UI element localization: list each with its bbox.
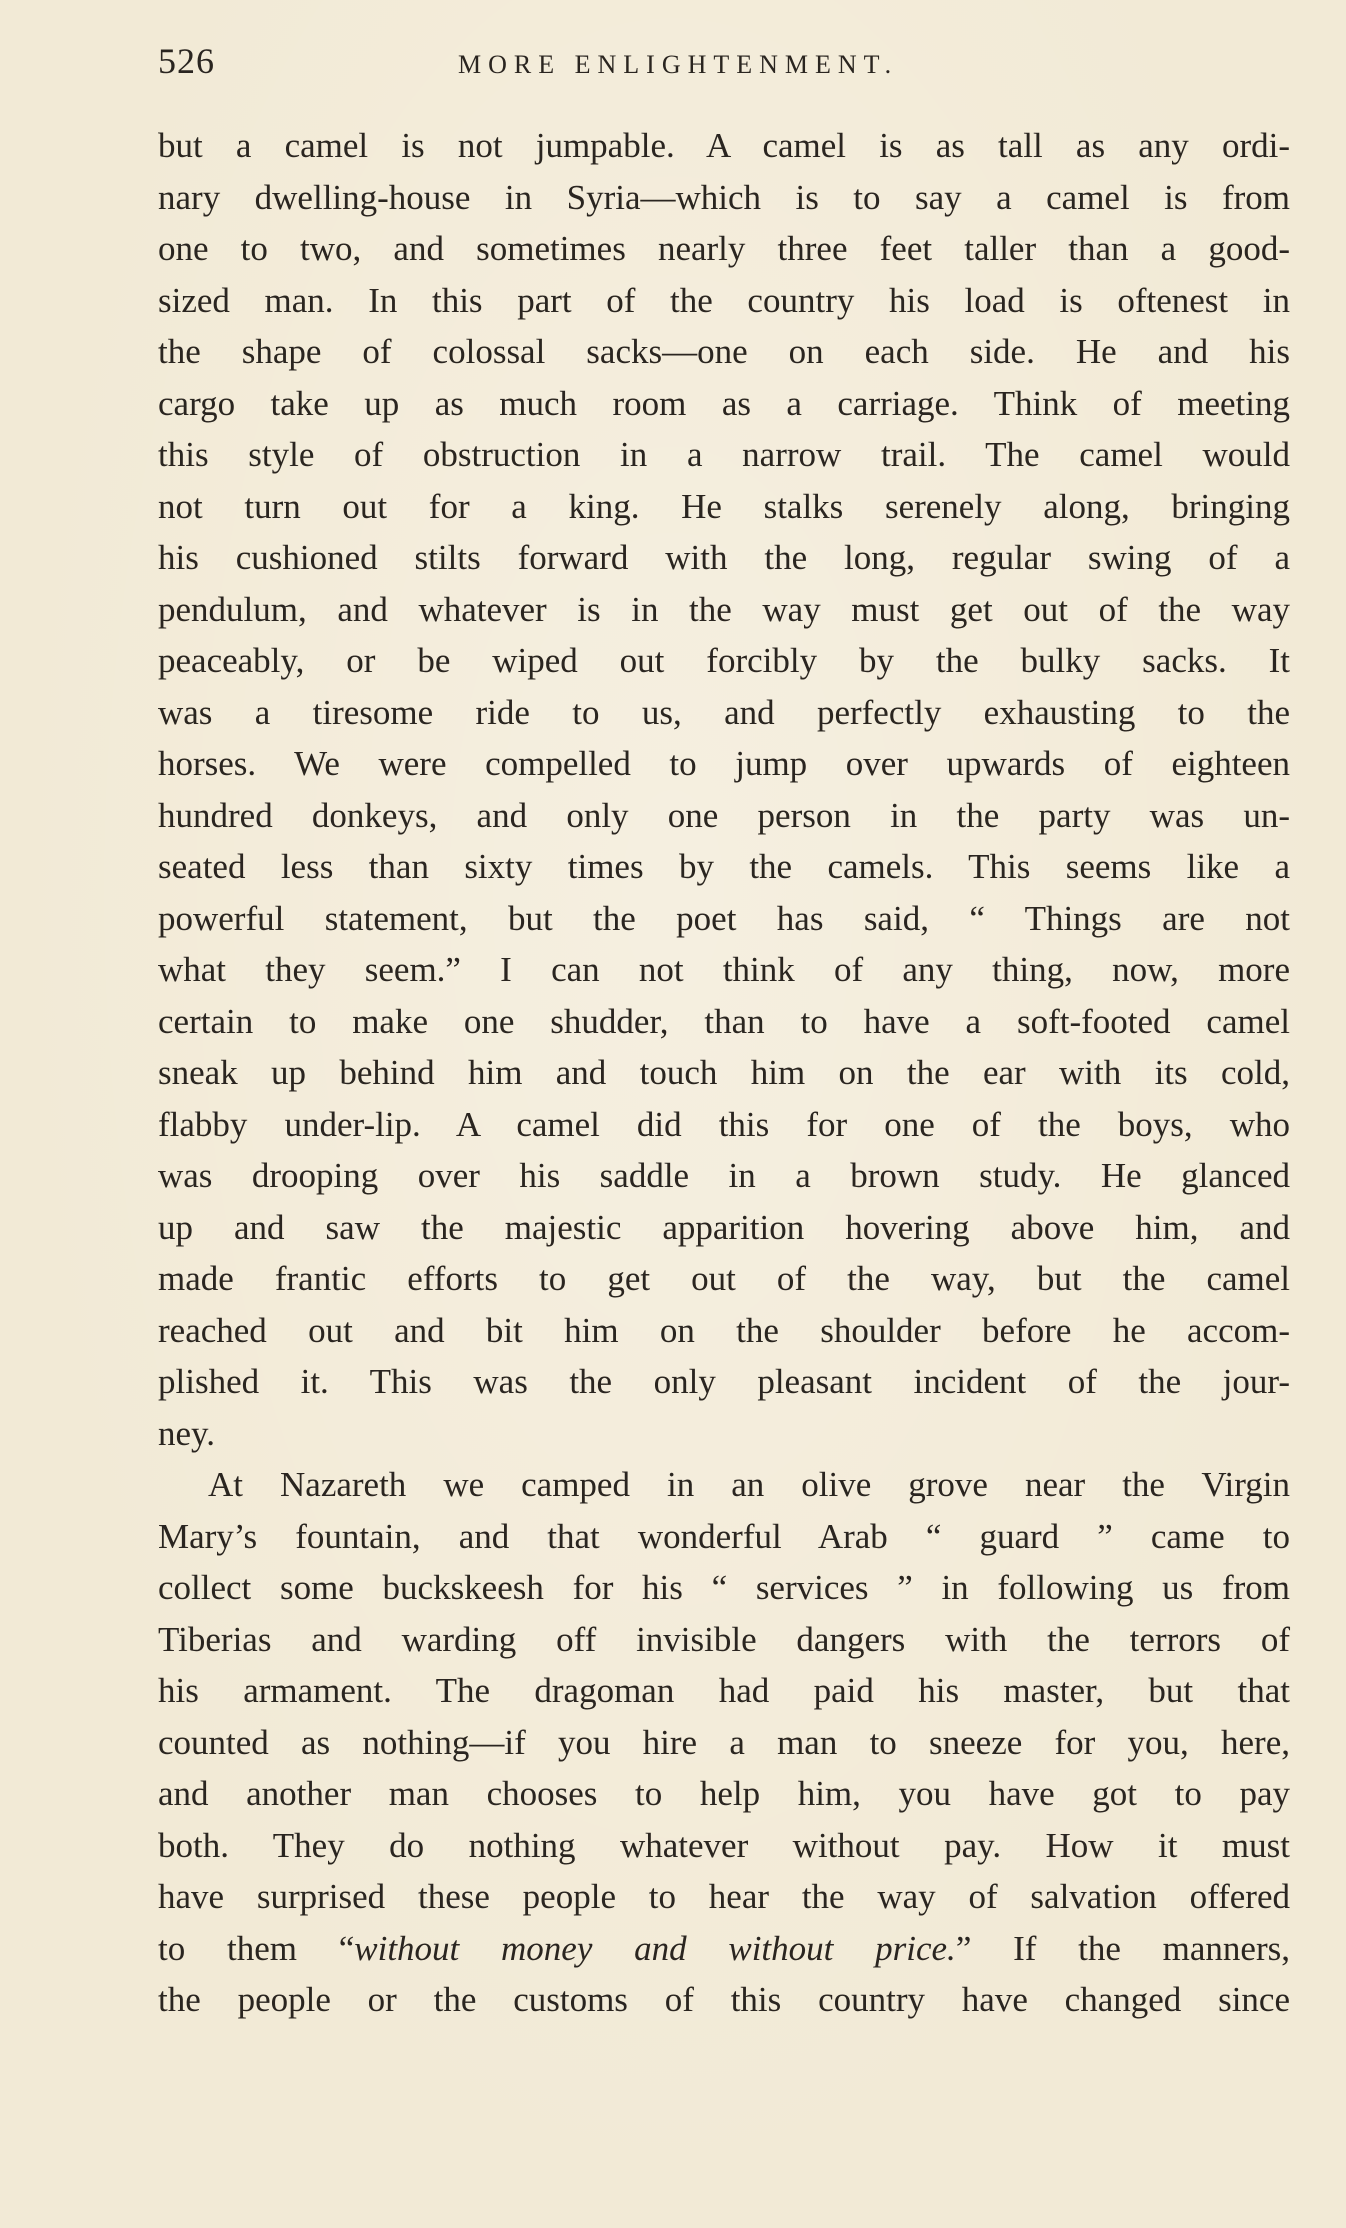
text-line: sneak up behind him and touch him on the ear with its cold, [158,1053,1290,1092]
text-line: seated less than sixty times by the camels. This seems like a [158,847,1290,886]
text-line: was drooping over his saddle in a brown study. He glanced [158,1156,1290,1195]
text-line: both. They do nothing whatever without pay. How it must [158,1825,1290,1865]
text-line: up and saw the majestic apparition hovering above him, and [158,1207,1290,1247]
text-line: his armament. The dragoman had paid his master, but that [158,1671,1290,1710]
text-line: one to two, and sometimes nearly three feet taller than a good- [158,229,1290,268]
text-line: reached out and bit him on the shoulder before he accom- [158,1310,1290,1350]
line-segment-before: to them “ [158,1928,355,1968]
body-text [158,120,1290,2026]
text-line: not turn out for a king. He stalks serenely along, bringing [158,486,1290,526]
text-line: made frantic efforts to get out of the way, but the camel [158,1259,1290,1298]
text-line: have surprised these people to hear the way of salvation offered [158,1877,1290,1916]
text-line: hundred donkeys, and only one person in the party was un- [158,795,1290,835]
text-line: cargo take up as much room as a carriage. Think of meeting [158,383,1290,423]
text-line-paragraph-start: At Nazareth we camped in an olive grove near the Virgin [208,1465,1290,1504]
running-head [158,40,1290,90]
text-line: flabby under-lip. A camel did this for one of the boys, who [158,1104,1290,1144]
text-line: nary dwelling-house in Syria—which is to say a camel is from [158,177,1290,217]
text-line: horses. We were compelled to jump over upwards of eighteen [158,744,1290,783]
line-segment-after: ” If the manners, [955,1928,1290,1968]
text-line: powerful statement, but the poet has said, “ Things are not [158,898,1290,938]
text-line: this style of obstruction in a narrow trail. The camel would [158,435,1290,474]
text-line: counted as nothing—if you hire a man to sneeze for you, here, [158,1722,1290,1762]
text-line: Tiberias and warding off invisible dangers with the terrors of [158,1619,1290,1659]
italic-quote: without money and without price. [354,1928,956,1968]
text-line: what they seem.” I can not think of any thing, now, more [158,950,1290,989]
text-line: the people or the customs of this country have changed since [158,1980,1290,2019]
text-line: Mary’s fountain, and that wonderful Arab “ guard ” came to [158,1516,1290,1556]
text-line: and another man chooses to help him, you have got to pay [158,1774,1290,1813]
text-line: certain to make one shudder, than to have a soft-footed camel [158,1001,1290,1041]
page-number: 526 [158,41,215,81]
text-line: collect some buckskeesh for his “ services ” in following us from [158,1568,1290,1607]
text-line: his cushioned stilts forward with the long, regular swing of a [158,538,1290,577]
text-line: pendulum, and whatever is in the way must get out of the way [158,589,1290,629]
text-line: but a camel is not jumpable. A camel is as tall as any ordi- [158,126,1290,165]
text-line-paragraph-end: ney. [158,1413,216,1453]
text-line: the shape of colossal sacks—one on each side. He and his [158,332,1290,371]
text-line: was a tiresome ride to us, and perfectly exhausting to the [158,692,1290,732]
text-line: sized man. In this part of the country his load is oftenest in [158,280,1290,320]
text-line: peaceably, or be wiped out forcibly by the bulky sacks. It [158,641,1290,680]
running-title: MORE ENLIGHTENMENT. [458,50,899,79]
text-line: plished it. This was the only pleasant incident of the jour- [158,1362,1290,1401]
text-line-with-italic [158,1923,1290,1975]
